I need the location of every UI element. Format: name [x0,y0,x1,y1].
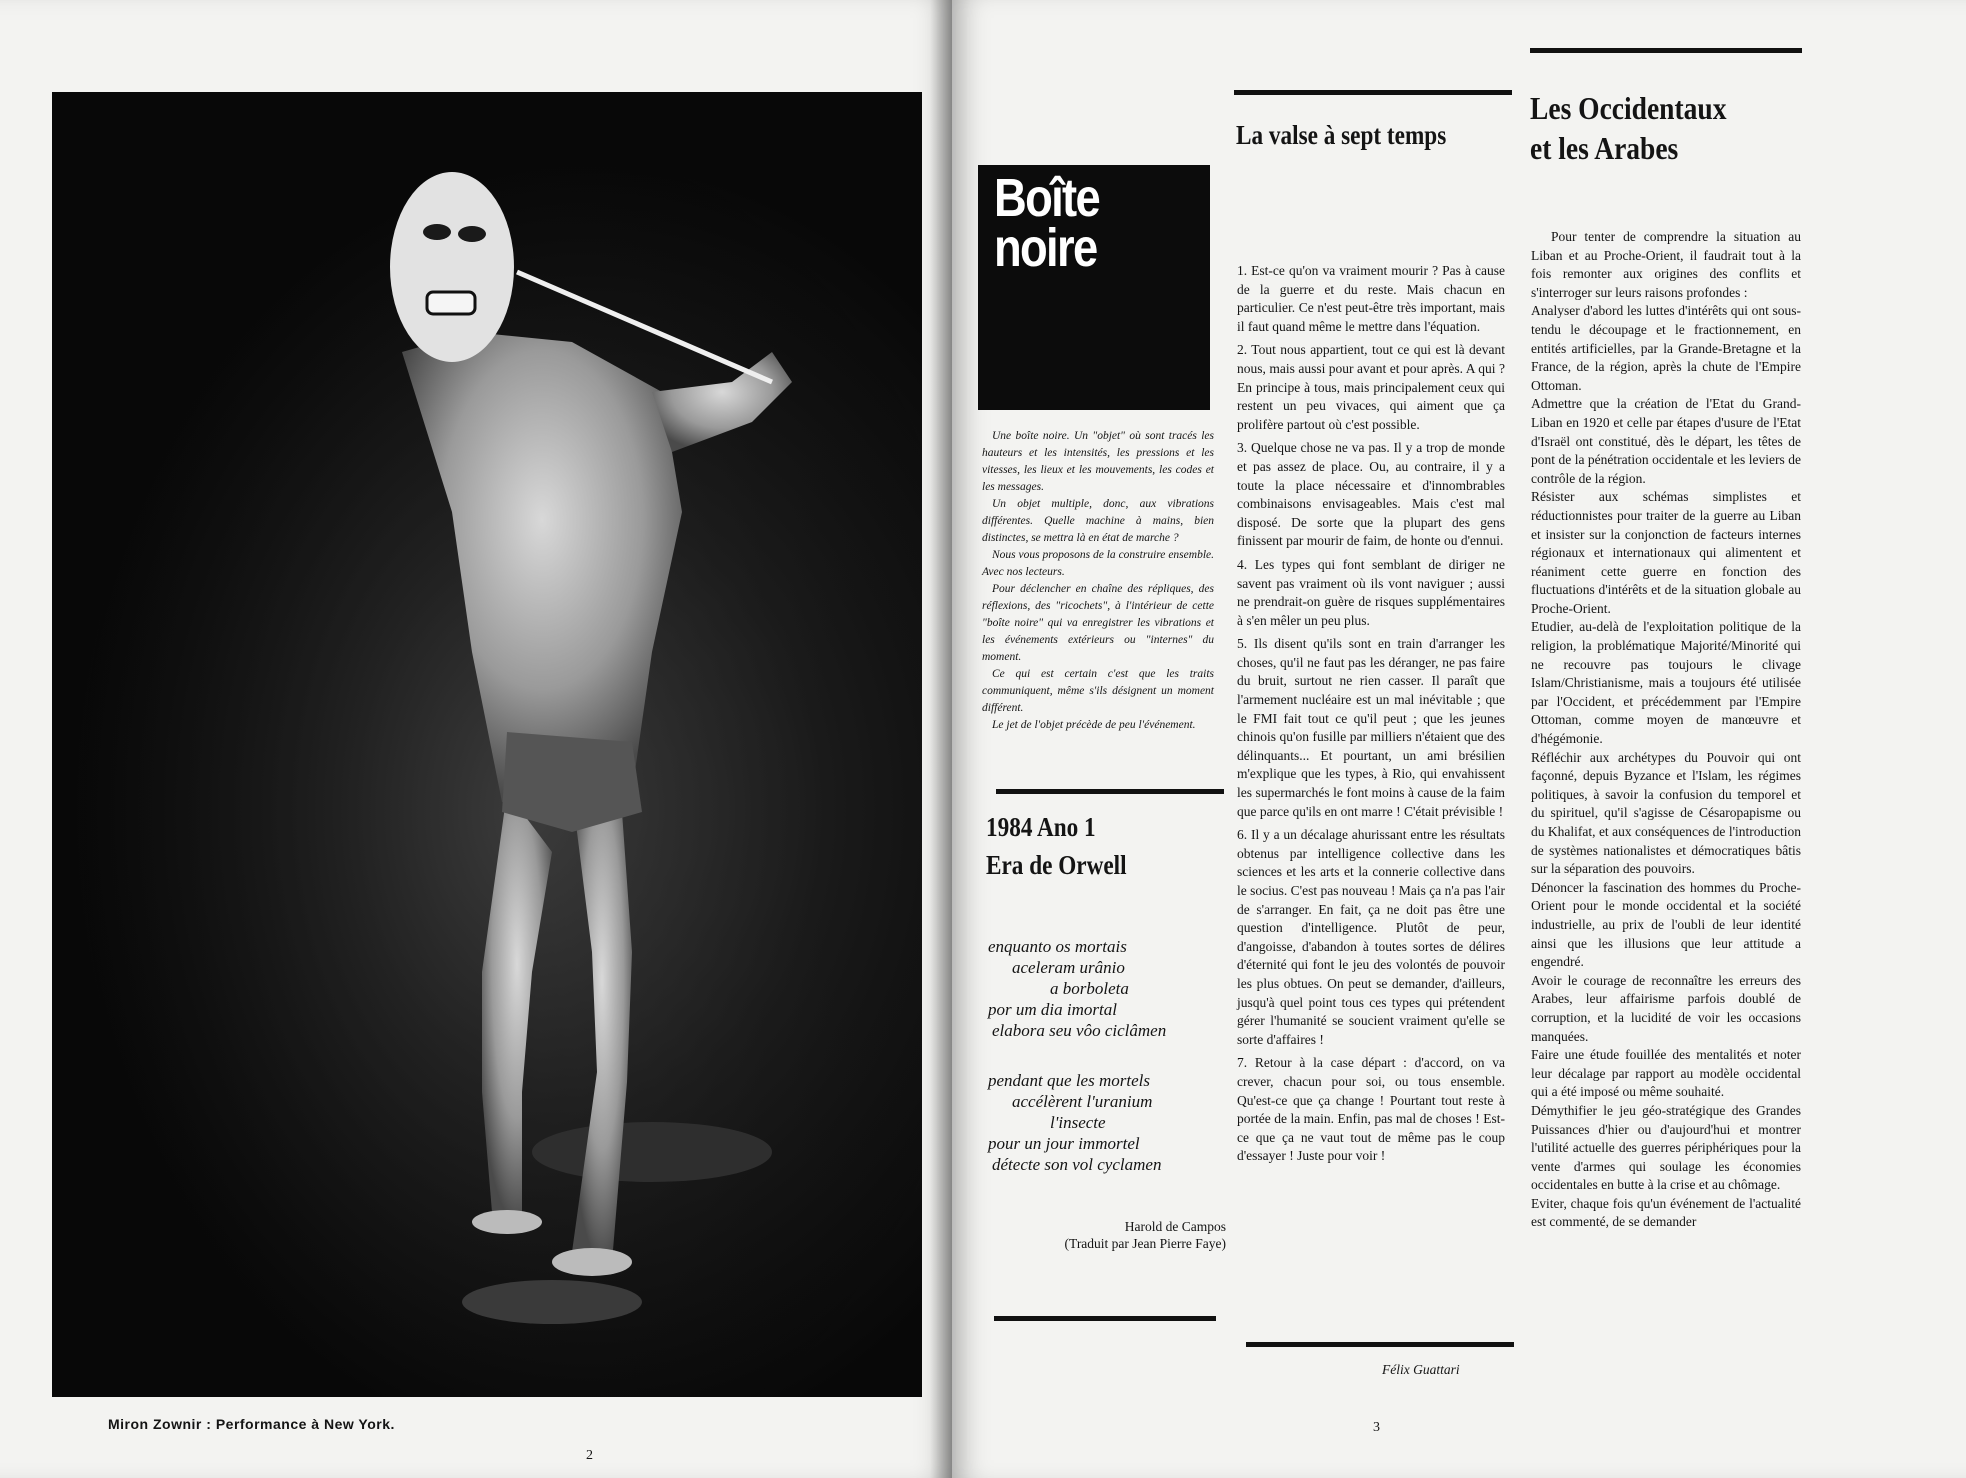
poem-line: pendant que les mortels [988,1071,1150,1090]
intro-text [982,428,1214,734]
valse-paragraph: 4. Les types qui font semblant de diriger ne savent pas vraiment où ils vont naviguer ; aussi ne prendrait-on guère de risques supplémentaires à s'en mêler un peu plus. [1237,556,1505,628]
intro-paragraph: Un objet multiple, donc, aux vibrations différentes. Quelle machine à mains, bien distinctes, se mettra là en état de marche ? [982,498,1214,544]
intro-paragraph: Ce qui est certain c'est que les traits communiquent, même s'ils désignent un moment différent. [982,668,1214,714]
poem-portuguese [988,936,1166,1041]
performance-photo [52,92,922,1397]
intro-paragraph: Nous vous proposons de la construire ensemble. Avec nos lecteurs. [982,549,1214,578]
left-page [0,0,952,1478]
poem-line: a borboleta [1050,979,1129,998]
page-number-right: 3 [1373,1420,1380,1435]
occidentaux-paragraph: Eviter, chaque fois qu'un événement de l'actualité est commenté, de se demander [1531,1195,1801,1230]
intro-paragraph: Une boîte noire. Un "objet" où sont tracés les hauteurs et les intensités, les pressions et les vitesses, les lieux et les mouvements, les codes et les messages. [982,430,1214,493]
poem-french [988,1070,1161,1175]
poem-line: elabora seu vôo ciclâmen [992,1021,1167,1040]
occidentaux-paragraph: Pour tenter de comprendre la situation au Liban et au Proche-Orient, il faudrait tout à la fois remonter aux origines des conflits et s'interroger sur leurs raisons profondes : [1531,229,1801,300]
section-rule [994,1316,1216,1321]
poem-translator: (Traduit par Jean Pierre Faye) [1064,1236,1226,1251]
poem-author: Harold de Campos [1124,1219,1226,1234]
poem-line: accélèrent l'uranium [1012,1092,1153,1111]
section-rule [1530,48,1802,53]
poem-credit [1034,1218,1226,1252]
poem-line: por um dia imortal [988,1000,1117,1019]
poem-line: détecte son vol cyclamen [992,1155,1162,1174]
occidentaux-title-line: et les Arabes [1530,130,1679,166]
valse-text [1237,262,1505,1171]
section-rule [1246,1342,1514,1347]
performer-figure-illustration [52,92,922,1397]
poem-line: aceleram urânio [1012,958,1125,977]
occidentaux-paragraph: Analyser d'abord les luttes d'intérêts qui ont sous-tendu le découpage et le fractionnement, en entités artificielles, par la Grande-Bretagne et la France, de la région, après la chute de l'Empire Ottoman. [1531,303,1801,393]
valse-title: La valse à sept temps [1236,120,1447,150]
photo-caption: Miron Zownir : Performance à New York. [108,1416,395,1432]
boite-noire-title-box [978,165,1210,410]
valse-paragraph: 6. Il y a un décalage ahurissant entre les résultats obtenus par intelligence collective dans les sciences et les arts et la connerie collective dans le socius. C'est pas nouveau ! Mais ça n'a pas l'air de s'arranger. En fait, ça ne doit pas être une question d'intelligence. Plutôt de peur, d'angoisse, d'abandon à toutes sortes de délires d'éternité qui font le jeu des volontés de pouvoir les plus obtues. On peut se demander, d'ailleurs, jusqu'à quel point tous ces types qui prétendent gérer l'humanité se soucient vraiment qu'elle se sorte d'affaires ! [1237,827,1505,1047]
occidentaux-paragraph: Avoir le courage de reconnaître les erreurs des Arabes, leur affairisme parfois doublé de corruption, et la lucidité de voir les occasions manquées. [1531,972,1801,1044]
valse-paragraph: 3. Quelque chose ne va pas. Il y a trop de monde et pas assez de place. Ou, au contraire, il y a toute la place nécessaire et d'innombrables combinaisons envisageables. Mais c'est mal disposé. De sorte que la plupart des gens finissent par mourir de faim, de honte ou d'ennui. [1237,440,1505,549]
valse-paragraph: 5. Ils disent qu'ils sont en train d'arranger les choses, qu'il ne faut pas les déranger, ne pas faire du bruit, surtout ne rien casser. Il paraît que l'armement nucléaire est un mal inévitable ; que le FMI fait tout ce qu'il peut ; que les jeunes chinois qu'on fusille par milliers n'étaient que des délinquants... Et pourtant, un ami brésilien m'explique que les types, à Rio, qui envahissent les supermarchés le font moins à cause de la faim que parce qu'ils en ont marre ! C'était prévisible ! [1237,636,1505,819]
poem-line: pour un jour immortel [988,1134,1140,1153]
occidentaux-paragraph: Faire une étude fouillée des mentalités et noter leur décalage par rapport au modèle occidental qui a été imposé ou même souhaité. [1531,1047,1801,1100]
boite-noire-title: Boîte noire [994,168,1099,278]
section-rule [996,789,1224,794]
poem-title-line: 1984 Ano 1 [986,812,1096,842]
page-number-left: 2 [586,1448,593,1463]
section-rule [1234,90,1512,95]
right-page [952,0,1966,1478]
occidentaux-paragraph: Réfléchir aux archétypes du Pouvoir qui ont façonné, depuis Byzance et l'Islam, les régimes politiques, à savoir la confusion du temporel et du spirituel, qu'il s'agisse de Césaropapisme ou du Khalifat, et aux conséquences de l'introduction de systèmes nationalistes et démocratiques bâtis sur la séparation des pouvoirs. [1531,749,1801,877]
occidentaux-paragraph: Démythifier le jeu géo-stratégique des Grandes Puissances d'hier ou d'aujourd'hui et montrer l'utilité actuelle des guerres périphériques pour la vente d'armes qui soulage les économies occidentales en butte à la crise et au chômage. [1531,1102,1801,1193]
intro-paragraph: Le jet de l'objet précède de peu l'événement. [992,719,1196,731]
valse-signature: Félix Guattari [1382,1362,1460,1377]
occidentaux-title-line: Les Occidentaux [1530,90,1727,126]
poem-line: l'insecte [1050,1113,1106,1132]
occidentaux-paragraph: Résister aux schémas simplistes et réductionnistes pour traiter de la guerre au Liban et insister sur la conjonction de facteurs internes régionaux et internationaux qui alimentent et réaniment cette guerre en fonction des fluctuations d'intérêts et de la situation globale au Proche-Orient. [1531,489,1801,616]
valse-paragraph: 2. Tout nous appartient, tout ce qui est là devant nous, mais aussi pour avant et pour après. A qui ? En principe à tous, mais principalement ceux qui restent un peu vivaces, qui aiment que ça prolifère partout où c'est possible. [1237,342,1505,432]
occidentaux-paragraph: Etudier, au-delà de l'exploitation politique de la religion, la problématique Majorité/Minorité qui ne recouvre pas toujours le clivage Islam/Christianisme, mais a toujours été utilisée par l'Occident, et précédemment par l'Empire Ottoman, comme moyen de manœuvre et d'hégémonie. [1531,619,1801,747]
occidentaux-paragraph: Dénoncer la fascination des hommes du Proche-Orient pour le monde occidental et la société industrielle, au prix de l'oubli de leur identité ainsi que les illusions que leur attitude a engendré. [1531,879,1801,970]
poem-title-line: Era de Orwell [986,850,1127,880]
poem-line: enquanto os mortais [988,937,1127,956]
valse-paragraph: 7. Retour à la case départ : d'accord, on va crever, chacun pour soi, ou tous ensemble. Qu'est-ce que ça change ! Pourtant tout reste à portée de la main. Enfin, pas mal de choses ! Est-ce que ça ne vaut tout de même pas le coup d'essayer ! Juste pour voir ! [1237,1055,1505,1164]
occidentaux-paragraph: Admettre que la création de l'Etat du Grand-Liban en 1920 et celle par étapes d'usure de l'Etat d'Israël ont constitué, dès le départ, les têtes de pont de la pénétration occidentale et les leviers de contrôle de la région. [1531,396,1801,486]
occidentaux-text [1531,228,1801,1232]
poem-title [986,808,1127,884]
valse-paragraph: 1. Est-ce qu'on va vraiment mourir ? Pas à cause de la guerre et du reste. Mais chacun en particulier. Ce n'est peut-être très important, mais il faut quand même le mettre dans l'équation. [1237,263,1505,334]
occidentaux-title [1530,88,1726,168]
intro-paragraph: Pour déclencher en chaîne des répliques, des réflexions, des "ricochets", à l'intérieur de cette "boîte noire" qui va enregistrer les vibrations et les événements extérieurs ou "internes" du moment. [982,583,1214,663]
